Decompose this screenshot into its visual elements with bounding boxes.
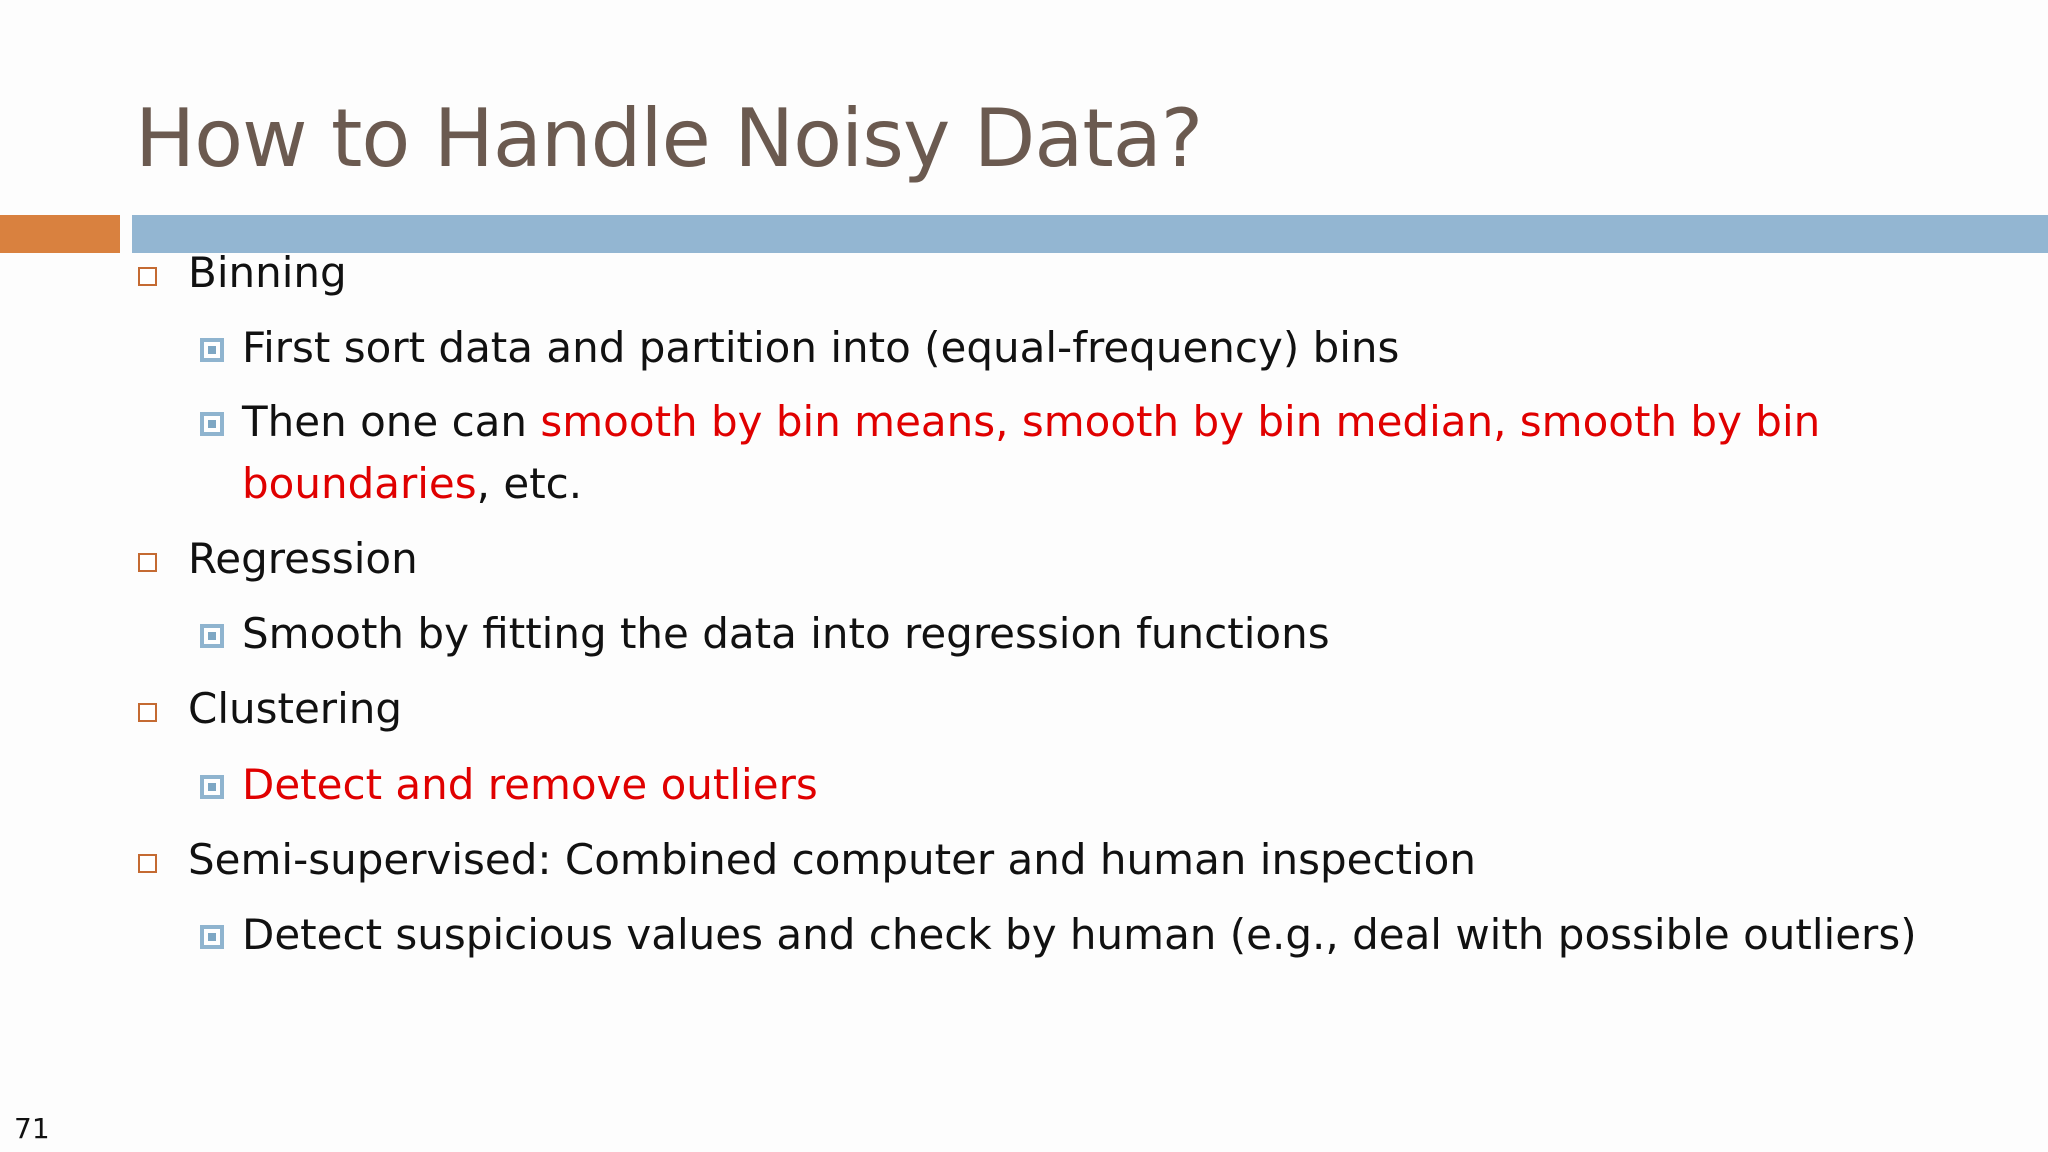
subbullet-regression: Smooth by fitting the data into regression functions: [242, 609, 1330, 658]
filled-square-bullet-icon: [200, 338, 224, 362]
square-bullet-icon: [138, 854, 157, 873]
filled-square-bullet-icon: [200, 925, 224, 949]
square-bullet-icon: [138, 267, 157, 286]
subbullet-binning-sort: First sort data and partition into (equal-frequency) bins: [242, 323, 1400, 372]
bullet-regression: Regression: [188, 534, 418, 583]
subbullet-binning-smooth-cont: [242, 459, 582, 508]
smooth-methods-highlight: smooth by bin means, smooth by bin median, smooth by bin: [540, 397, 1821, 446]
bullet-clustering: Clustering: [188, 684, 403, 733]
subbullet-semi-supervised: Detect suspicious values and check by human (e.g., deal with possible outliers): [242, 910, 1917, 959]
square-bullet-icon: [138, 553, 157, 572]
smooth-prefix: Then one can: [242, 397, 541, 446]
bullet-binning: Binning: [188, 248, 347, 297]
accent-bar-orange: [0, 215, 120, 253]
slide-number: 71: [14, 1112, 50, 1145]
etc-suffix: , etc.: [476, 459, 583, 508]
subbullet-clustering: Detect and remove outliers: [242, 760, 818, 809]
boundaries-highlight: boundaries: [242, 459, 477, 508]
filled-square-bullet-icon: [200, 775, 224, 799]
square-bullet-icon: [138, 703, 157, 722]
accent-bar-blue: [132, 215, 2048, 253]
filled-square-bullet-icon: [200, 412, 224, 436]
filled-square-bullet-icon: [200, 624, 224, 648]
bullet-semi-supervised: Semi-supervised: Combined computer and human inspection: [188, 835, 1476, 884]
subbullet-binning-smooth: [242, 397, 1820, 446]
slide-title: How to Handle Noisy Data?: [135, 92, 1203, 185]
